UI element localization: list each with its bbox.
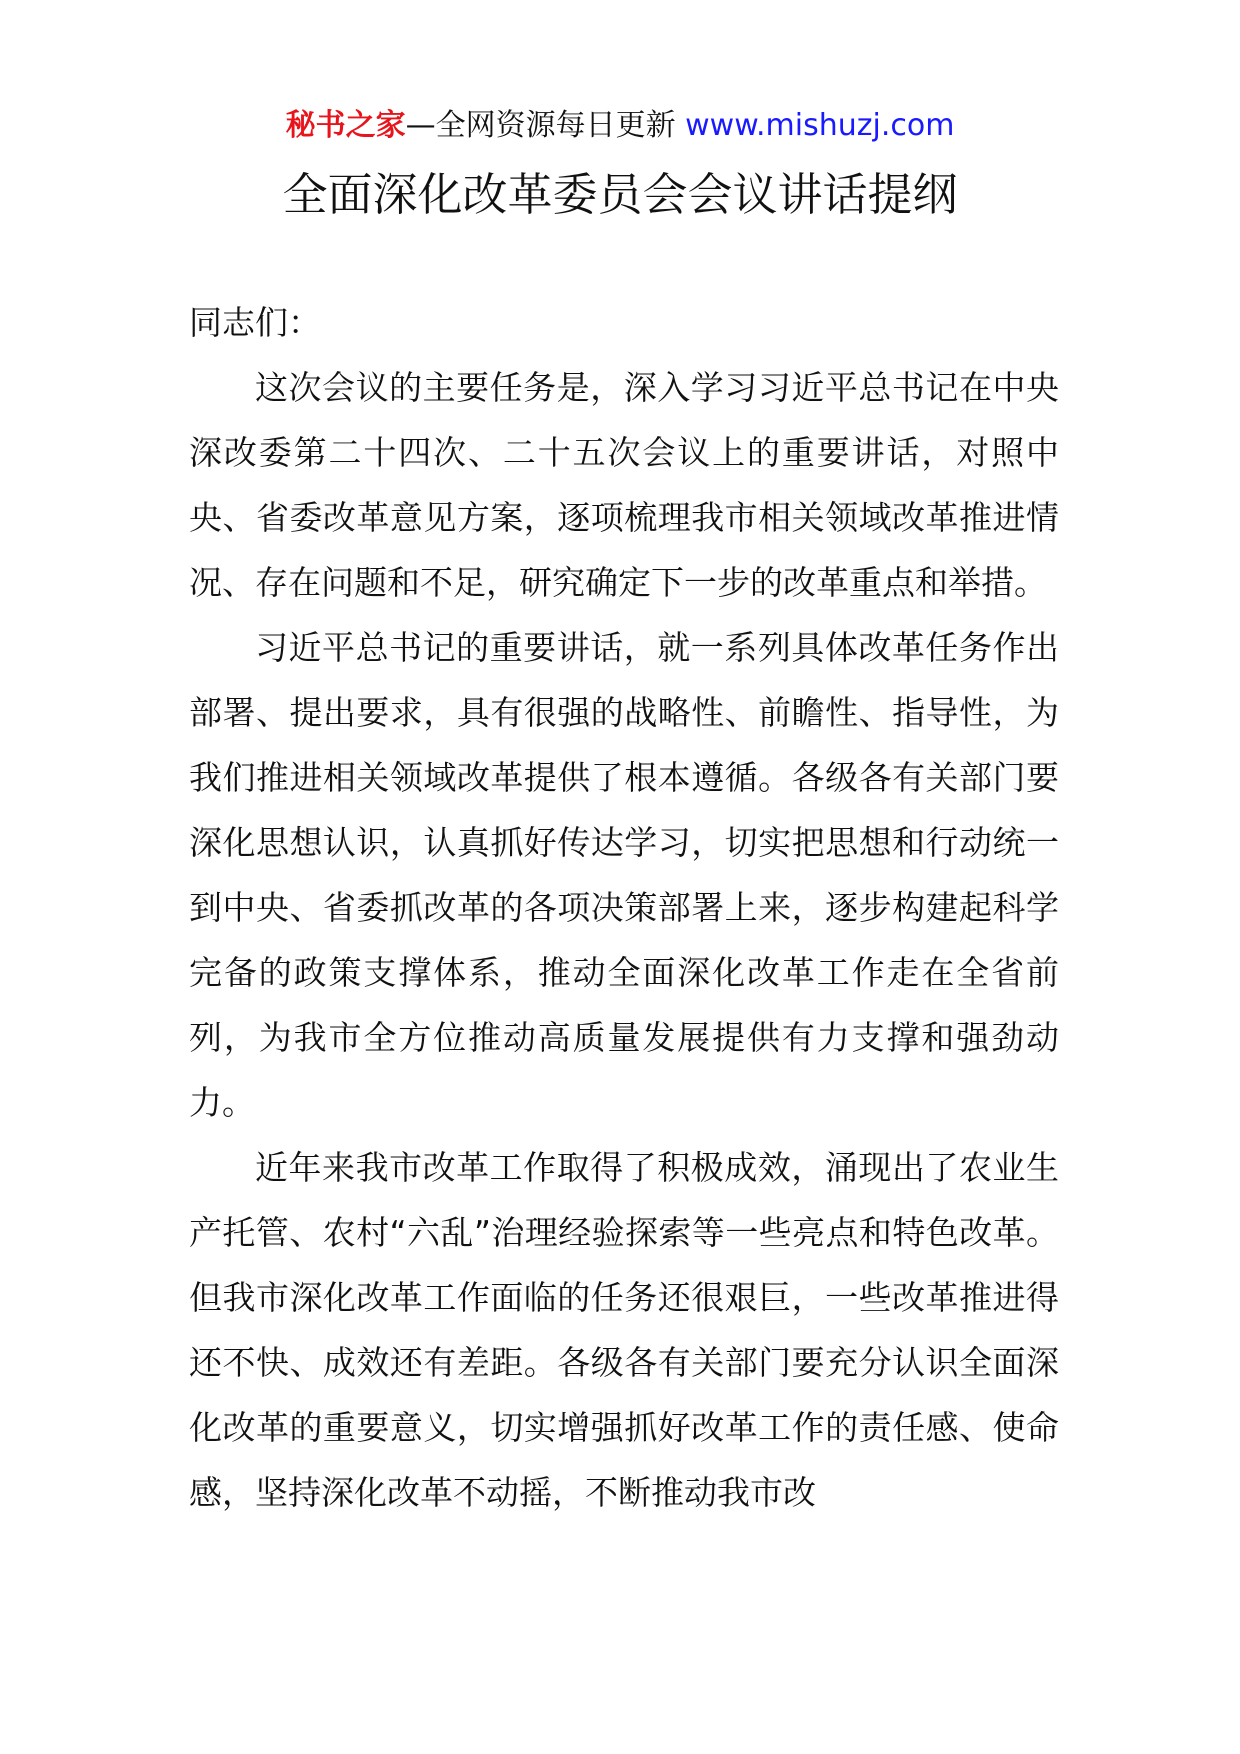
site-url-link[interactable]: www.mishuzj.com (685, 108, 955, 143)
paragraph: 近年来我市改革工作取得了积极成效，涌现出了农业生产托管、农村“六乱”治理经验探索等一些亮点和特色改革。但我市深化改革工作面临的任务还很艰巨，一些改革推进得还不快、成效还有差距。各级各有关部门要充分认识全面深化改革的重要意义，切实增强抓好改革工作的责任感、使命感，坚持深化改革不动摇，不断推动我市改 (189, 1148, 1059, 1512)
document-title: 全面深化改革委员会会议讲话提纲 (282, 168, 958, 221)
brand-name: 秘书之家 (285, 108, 406, 143)
paragraph: 习近平总书记的重要讲话，就一系列具体改革任务作出部署、提出要求，具有很强的战略性、前瞻性、指导性，为我们推进相关领域改革提供了根本遵循。各级各有关部门要深化思想认识，认真抓好传达学习，切实把思想和行动统一到中央、省委抓改革的各项决策部署上来，逐步构建起科学完备的政策支撑体系，推动全面深化改革工作走在全省前列，为我市全方位推动高质量发展提供有力支撑和强劲动力。 (189, 628, 1059, 1122)
document-body (189, 290, 1059, 1525)
salutation: 同志们： (189, 303, 321, 342)
site-header (0, 104, 1240, 148)
header-tagline: —全网资源每日更新 (405, 108, 686, 143)
paragraph: 这次会议的主要任务是，深入学习习近平总书记在中央深改委第二十四次、二十五次会议上的重要讲话，对照中央、省委改革意见方案，逐项梳理我市相关领域改革推进情况、存在问题和不足，研究确定下一步的改革重点和举措。 (189, 368, 1059, 602)
